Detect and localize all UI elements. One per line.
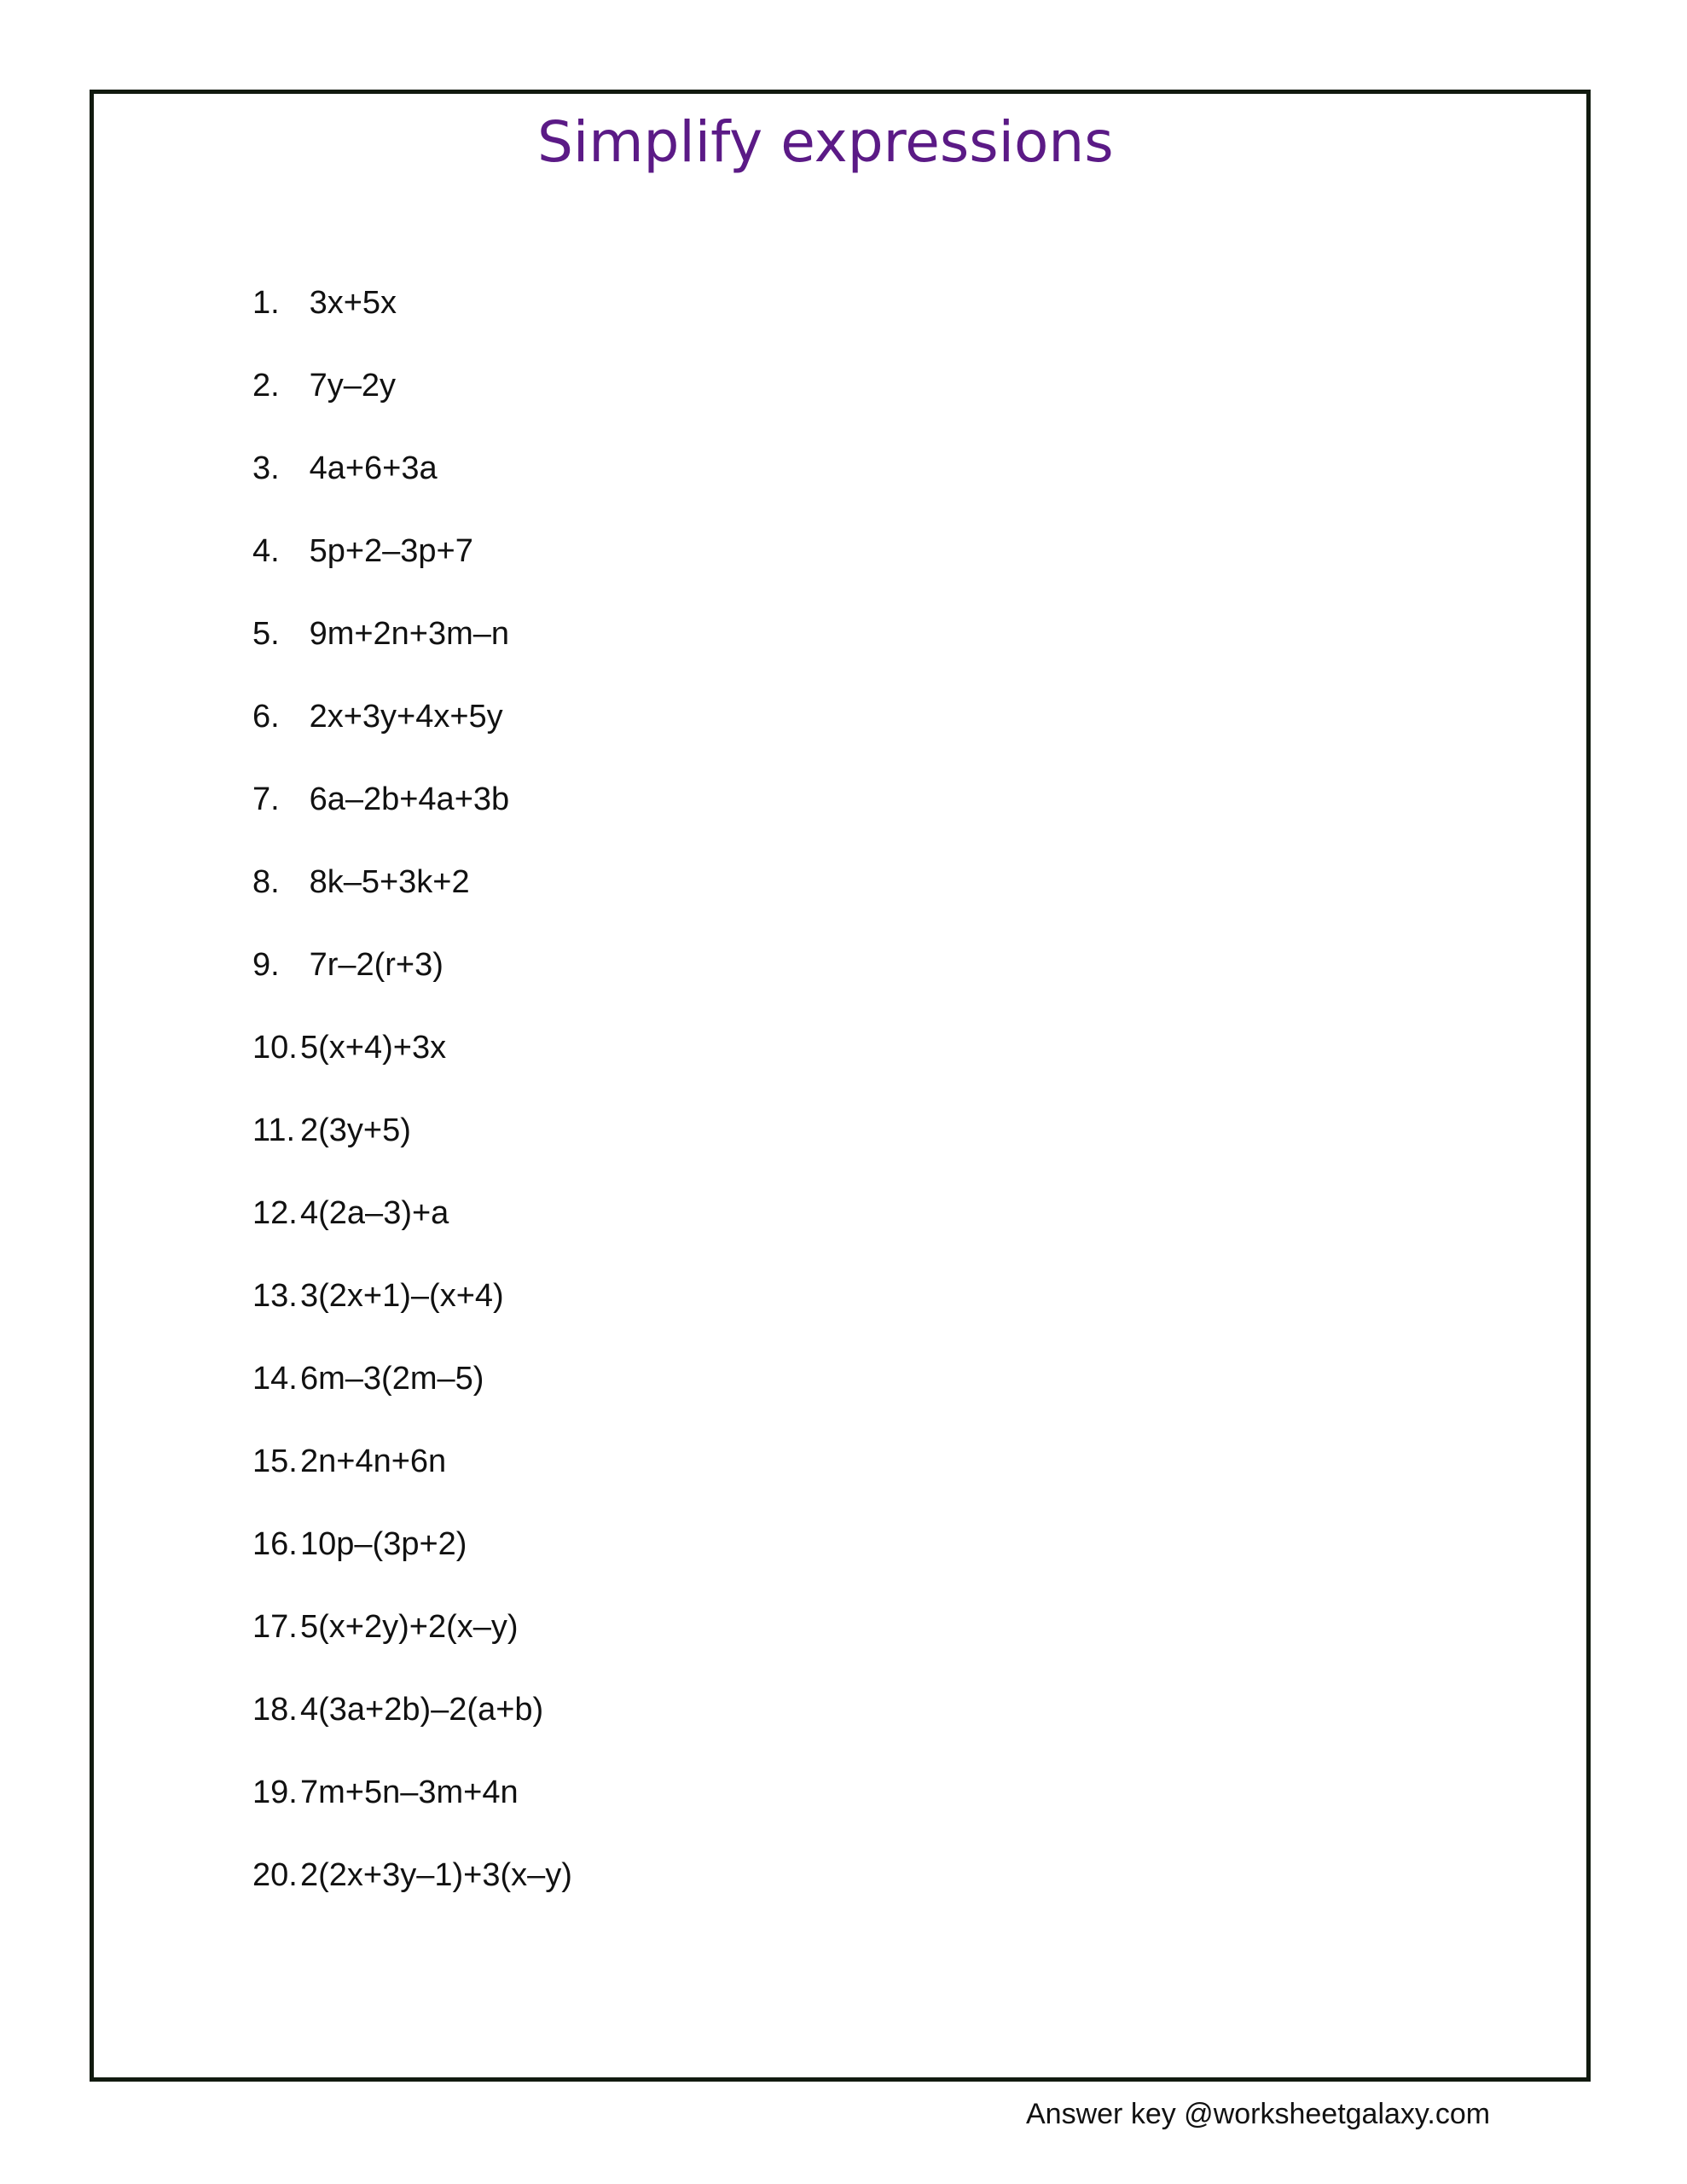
problem-item [252, 364, 572, 447]
worksheet-title: Simplify expressions [537, 109, 1114, 175]
problem-number: 17. [252, 1609, 298, 1645]
problem-expression: 5(x+2y)+2(x–y) [300, 1609, 519, 1645]
problem-expression: 9m+2n+3m–n [309, 616, 510, 652]
problem-item [252, 1357, 572, 1440]
problem-item [252, 530, 572, 613]
problem-number: 11. [252, 1112, 296, 1148]
problem-item [252, 1771, 572, 1854]
problem-item [252, 1523, 572, 1606]
problem-expression: 7m+5n–3m+4n [300, 1774, 519, 1810]
problem-item [252, 447, 572, 530]
problem-number: 7. [252, 781, 280, 817]
problem-expression: 7r–2(r+3) [309, 947, 443, 983]
problem-expression: 2x+3y+4x+5y [309, 699, 503, 735]
problem-item [252, 778, 572, 861]
problem-expression: 5p+2–3p+7 [309, 533, 473, 569]
problem-number: 12. [252, 1195, 298, 1231]
problem-expression: 2(3y+5) [300, 1112, 411, 1148]
problem-number: 10. [252, 1030, 298, 1066]
problem-expression: 6a–2b+4a+3b [309, 781, 510, 817]
problem-item [252, 1026, 572, 1109]
problem-number: 18. [252, 1692, 298, 1728]
problem-number: 16. [252, 1526, 298, 1562]
problem-expression: 10p–(3p+2) [300, 1526, 467, 1562]
problem-expression: 6m–3(2m–5) [300, 1361, 484, 1397]
problem-expression: 8k–5+3k+2 [309, 864, 470, 900]
problem-number: 4. [252, 533, 280, 569]
problem-expression: 4a+6+3a [309, 450, 438, 486]
problem-item [252, 944, 572, 1026]
problem-item [252, 695, 572, 778]
problem-list [252, 282, 572, 1937]
problem-item [252, 1275, 572, 1357]
problem-expression: 2(2x+3y–1)+3(x–y) [300, 1857, 572, 1893]
problem-expression: 3x+5x [309, 285, 397, 321]
problem-number: 15. [252, 1443, 298, 1479]
problem-number: 3. [252, 450, 280, 486]
problem-item [252, 861, 572, 944]
problem-item [252, 1606, 572, 1688]
problem-item [252, 1440, 572, 1523]
problem-item [252, 1192, 572, 1275]
problem-expression: 3(2x+1)–(x+4) [300, 1278, 504, 1314]
problem-number: 19. [252, 1774, 298, 1810]
problem-item [252, 1854, 572, 1937]
problem-item [252, 1688, 572, 1771]
problem-item [252, 282, 572, 364]
problem-number: 20. [252, 1857, 298, 1893]
problem-expression: 5(x+4)+3x [300, 1030, 447, 1066]
problem-expression: 2n+4n+6n [300, 1443, 447, 1479]
problem-number: 8. [252, 864, 280, 900]
problem-expression: 4(3a+2b)–2(a+b) [300, 1692, 544, 1728]
problem-number: 2. [252, 368, 280, 404]
problem-item [252, 613, 572, 695]
problem-number: 14. [252, 1361, 298, 1397]
problem-number: 13. [252, 1278, 298, 1314]
problem-expression: 7y–2y [309, 368, 396, 404]
problem-number: 9. [252, 947, 280, 983]
problem-number: 5. [252, 616, 280, 652]
answer-key-credit: Answer key @worksheetgalaxy.com [1026, 2098, 1491, 2130]
problem-item [252, 1109, 572, 1192]
problem-number: 6. [252, 699, 280, 735]
problem-expression: 4(2a–3)+a [300, 1195, 449, 1231]
problem-number: 1. [252, 285, 280, 321]
